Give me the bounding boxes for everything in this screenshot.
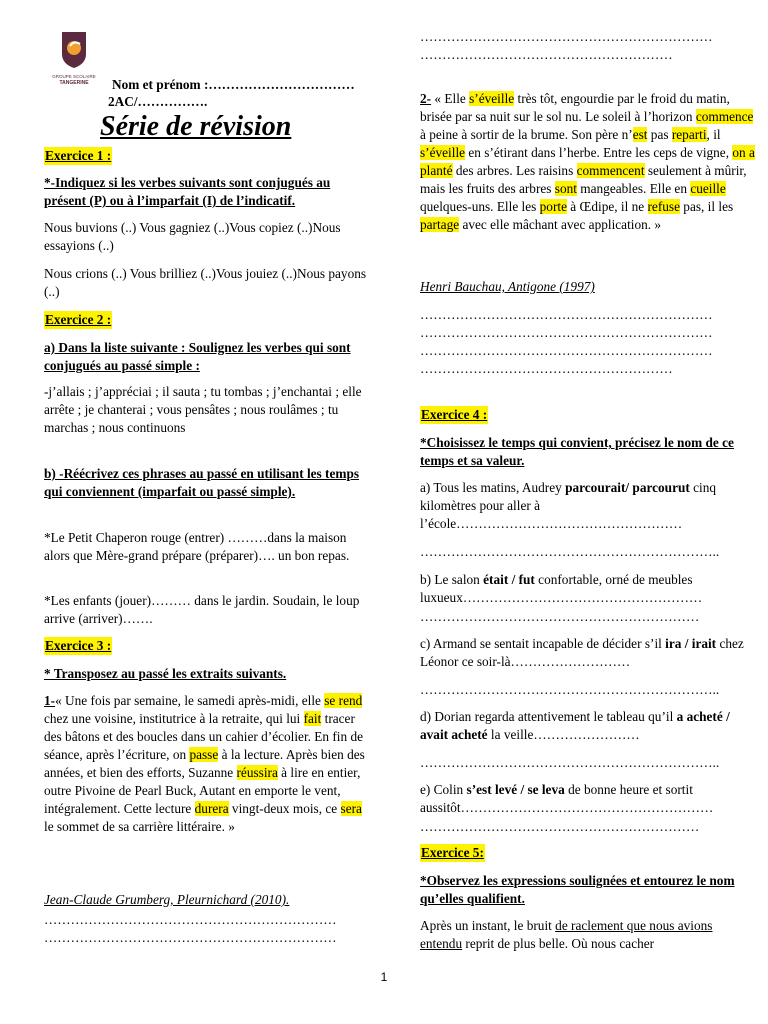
exercise-4-label: Exercice 4 : [421,407,488,422]
svg-text:TANGERINE: TANGERINE [59,80,89,86]
item-text: d) Dorian regarda attentivement le tableau qu’il [420,709,677,724]
text-2-verb: refuse [647,199,680,214]
exercise-4-instruction: *Choisissez le temps qui convient, précisez le nom de ce temps et sa valeur. [420,435,734,468]
exercise-5-label: Exercice 5: [421,845,484,860]
item-text: e) Colin [420,782,467,797]
text-2-part: des arbres. Les raisins [452,163,577,178]
class-line: 2AC/……………. [108,94,208,109]
text-2-part: à peine à sortir de la brume. Son père n’ [420,127,633,142]
exercise-1-line-2: Nous crions (..) Vous brilliez (..)Vous jouiez (..)Nous payons (..) [44,266,367,299]
item-text: a) Tous les matins, Audrey [420,480,566,495]
exercise-4-item-a [420,479,756,533]
answer-dots: ………………………………………………………… [420,325,713,340]
text-2-part: à Œdipe, il ne [566,199,648,214]
text-1 [44,692,374,836]
item-text: de bonne heure et sortit aussitôt………………………………………………… [420,782,714,815]
exercise-1-instruction: *-Indiquez si les verbes suivants sont conjugués au présent (P) ou à l’imparfait (I) de l’indicatif. [44,175,331,208]
text-2-verb: cueille [690,181,726,196]
exercise-3-instruction: * Transposez au passé les extraits suivants. [44,666,287,681]
text-1-part: à la lecture. Après bien des années, et bien des efforts, Suzanne [44,747,365,780]
answer-dots: ………………………………………………… [420,47,673,62]
text-1-verb: durera [194,801,229,816]
exercise-1-label: Exercice 1 : [45,148,112,163]
text-2-verb: s’éveille [420,145,466,160]
answer-dots: ………………………………………………………… [44,930,337,945]
item-choice: parcourait/ parcourut [565,480,690,495]
underlined-expression: de raclement que nous avions entendu [420,918,713,951]
text-1-part: « Une fois par semaine, le samedi après-midi, elle [55,693,325,708]
text-1-author: Jean-Claude Grumberg, Pleurnichard (2010). [44,892,290,907]
text-2-verb: partage [420,217,460,232]
text-2-verb: on a planté [420,145,755,178]
item-text: c) Armand se sentait incapable de décider s’il [420,636,666,651]
page-title: Série de révision [100,111,292,142]
answer-dots: ……………………………………………………… [420,609,700,624]
text-2-part: , il [706,127,721,142]
text-2-part: pas, il les [679,199,734,214]
text-1-part: chez une voisine, institutrice à la retraite, qui lui [44,711,304,726]
text-2-verb: commencent [576,163,645,178]
text-2-part: quelques-uns. Elle les [420,199,540,214]
item-choice: a acheté / avait acheté [420,709,730,742]
item-text: confortable, orné de meubles luxueux……………………………………………… [420,572,703,605]
answer-dots: ………………………………………………………….. [420,755,720,770]
text-1-verb: réussira [236,765,278,780]
text-2-part: pas [647,127,672,142]
answer-dots: ………………………………………………………….. [420,544,720,559]
text-1-verb: fait [303,711,322,726]
text-2-part: très tôt, engourdie par le froid du matin, brisée par sa nuit sur le sol nu. Le soleil à l’horizon [420,91,730,124]
text-2-part: seulement à mûrir, mais les fruits des arbres [420,163,747,196]
text-2-verb: sont [554,181,577,196]
exercise-4-item-b [420,571,756,607]
text-2-author: Henri Bauchau, Antigone (1997) [420,279,595,294]
text-2-part: avec elle mâchant avec application. » [459,217,662,232]
svg-text:GROUPE SCOLAIRE: GROUPE SCOLAIRE [52,74,96,79]
item-choice: était / fut [483,572,535,587]
text-1-part: à lire en entier, outre Pivoine de Pearl Buck, Autant en emporte le vent, intégralement. Cette lecture [44,765,361,816]
item-text: la veille…………………… [487,727,640,742]
text-2-verb: reparti [671,127,707,142]
text-1-verb: passe [189,747,219,762]
text-2 [420,90,756,234]
item-text: reprit de plus belle. Où nous cacher [462,936,655,951]
answer-dots: ………………………………………………………… [420,29,713,44]
name-line: Nom et prénom :…………………………… [112,77,355,92]
exercise-5-instruction: *Observez les expressions soulignées et entourez le nom qu’elles qualifient. [420,873,735,906]
exercise-5-text [420,917,756,953]
item-text: cinq kilomètres pour aller à l’école…………………………………………… [420,480,717,531]
exercise-3-label: Exercice 3 : [45,638,112,653]
exercise-2b-line-1: *Le Petit Chaperon rouge (entrer) ………dans la maison alors que Mère-grand prépare (préparer)…. un bon repas. [44,530,350,563]
text-2-part: « Elle [431,91,470,106]
exercise-1-line-1: Nous buvions (..) Vous gagniez (..)Vous copiez (..)Nous essayions (..) [44,220,341,253]
item-text: Après un instant, le bruit [420,918,556,933]
item-choice: s’est levé / se leva [466,782,565,797]
exercise-2-label: Exercice 2 : [45,312,112,327]
text-2-verb: s’éveille [469,91,515,106]
text-1-verb: sera [340,801,362,816]
text-1-part: tracer des bâtons et des boucles dans un cahier d’écolier. En fin de séance, après l’écriture, on [44,711,364,762]
text-1-part: le sommet de sa carrière littéraire. » [44,819,235,834]
answer-dots: ………………………………………………………… [420,307,713,322]
answer-dots: ……………………………………………………… [420,819,700,834]
school-logo [48,28,100,88]
exercise-4-item-d [420,708,756,744]
text-2-verb: est [632,127,648,142]
text-2-verb: porte [539,199,567,214]
exercise-2b-instruction: b) -Réécrivez ces phrases au passé en utilisant les temps qui conviennent (imparfait ou passé simple). [44,466,360,499]
text-2-verb: commence [695,109,754,124]
item-choice: ira / irait [665,636,717,651]
answer-dots: ………………………………………………………… [44,912,337,927]
exercise-2a-instruction: a) Dans la liste suivante : Soulignez les verbes qui sont conjugués au passé simple : [44,340,351,373]
answer-dots: ………………………………………………………….. [420,682,720,697]
exercise-2b-line-2: *Les enfants (jouer)……… dans le jardin. Soudain, le loup arrive (arriver)……. [44,593,360,626]
exercise-2a-list: -j’allais ; j’appréciai ; il sauta ; tu tombas ; j’enchantai ; elle arrête ; je chanterai ; vous pensâtes ; nous roulâmes ; tu marchas ; nous continuons [44,384,362,435]
answer-dots: ………………………………………………… [420,361,673,376]
text-1-part: vingt-deux mois, ce [228,801,341,816]
text-1-verb: se rend [324,693,363,708]
text-2-part: mangeables. Elle en [576,181,691,196]
text-2-number: 2- [420,91,432,106]
exercise-4-item-c [420,635,756,671]
text-1-number: 1- [44,693,56,708]
item-text: b) Le salon [420,572,484,587]
item-text: chez Léonor ce soir-là……………………… [420,636,744,669]
text-2-part: en s’étirant dans l’herbe. Entre les ceps de vigne, [465,145,733,160]
answer-dots: ………………………………………………………… [420,343,713,358]
exercise-4-item-e [420,781,756,817]
page-number: 1 [380,970,388,984]
